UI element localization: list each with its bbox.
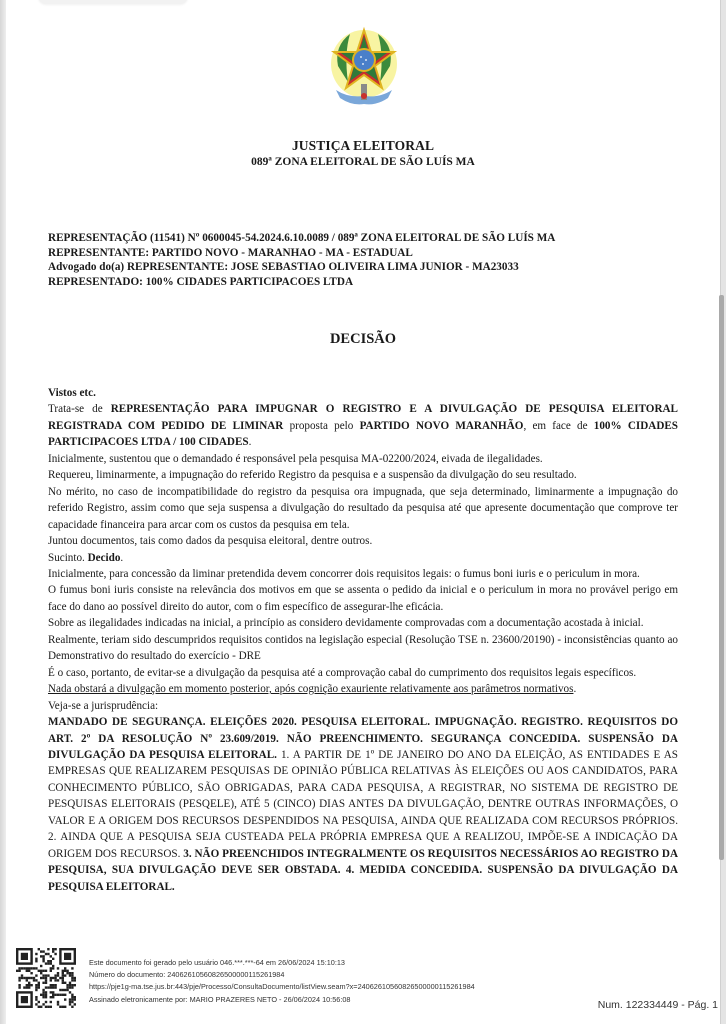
process-number: REPRESENTAÇÃO (11541) Nº 0600045-54.2024.6.10.0089 / 089ª ZONA ELEITORAL DE SÃO LUÍS MA: [48, 232, 556, 244]
representado: REPRESENTADO: 100% CIDADES PARTICIPACOES LTDA: [48, 275, 354, 288]
document-url[interactable]: https://pje1g-ma.tse.jus.br:443/pje/Processo/ConsultaDocumento/listView.seam?x=24062610560826500000115261984: [89, 982, 475, 992]
scrollbar-thumb[interactable]: [719, 295, 724, 860]
qr-code-icon[interactable]: [16, 948, 76, 1008]
brazil-coat-of-arms-icon: [328, 26, 400, 110]
decision-body: [48, 385, 678, 895]
paragraph-8: O fumus boni iuris consiste na relevância dos motivos em que se assenta o pedido da inicial e o periculum in mora no provável perigo em face do dano ao possível direito do autor, com o fim específico de assegurar-lhe eficácia.: [48, 584, 678, 613]
institution-title: JUSTIÇA ELEITORAL: [291, 138, 435, 153]
signed-by: Assinado eletronicamente por: MARIO PRAZERES NETO - 26/06/2024 10:56:08: [89, 994, 351, 1004]
footer-info: [89, 957, 649, 1006]
paragraph-vistos: Vistos etc.: [48, 387, 96, 399]
paragraph-decido: Sucinto. Decido.: [48, 551, 124, 564]
advogado: Advogado do(a) REPRESENTANTE: JOSE SEBASTIAO OLIVEIRA LIMA JUNIOR - MA23033: [48, 261, 519, 273]
generated-by: Este documento foi gerado pelo usuário 046.***.***-64 em 26/06/2024 15:10:13: [89, 958, 345, 967]
paragraph-intro: Trata-se de REPRESENTAÇÃO PARA IMPUGNAR O REGISTRO E A DIVULGAÇÃO DE PESQUISA ELEITORAL REGISTRADA COM PEDIDO DE LIMINAR proposta pelo PARTIDO NOVO MARANHÃO, em face de 100% CIDADES PARTICIPACOES LTDA / 100 CIDADES.: [48, 403, 678, 449]
document-footer: [0, 935, 718, 1024]
paragraph-2: Inicialmente, sustentou que o demandado é responsável pela pesquisa MA-02200/2024, eivada de ilegalidades.: [48, 452, 543, 465]
paragraph-5: Juntou documentos, tais como dados da pesquisa eleitoral, dentre outros.: [48, 535, 373, 548]
paragraph-3: Requereu, liminarmente, a impugnação do referido Registro da pesquisa e a suspensão da divulgação do seu resultado.: [48, 469, 577, 482]
paragraph-9: Sobre as ilegalidades indicadas na inicial, a princípio as considero devidamente comprovadas com a documentação acostada à inicial.: [48, 617, 644, 630]
page-number: Num. 122334449 - Pág. 1: [597, 999, 718, 1011]
electoral-zone: 089ª ZONA ELEITORAL DE SÃO LUÍS MA: [251, 156, 475, 168]
paragraph-4: No mérito, no caso de incompatibilidade do registro da pesquisa ora impugnada, que seja determinado, liminarmente a impugnação do referido Registro, assim como que seja suspensa a divulgação do resultado da pesquisa até que apresente documentação que comprove ter capacidade financeira para arcar com os custos da pesquisa em tela.: [48, 485, 678, 531]
document-number: Número do documento: 24062610560826500000115261984: [89, 970, 285, 980]
paragraph-13: Veja-se a jurisprudência:: [48, 699, 159, 712]
paragraph-12: Nada obstará a divulgação em momento posterior, após cognição exauriente relativamente aos parâmetros normativos.: [48, 683, 577, 696]
case-metadata: [48, 231, 688, 289]
paragraph-11: É o caso, portanto, de evitar-se a divulgação da pesquisa até a comprovação cabal do cumprimento dos requisitos legais específicos.: [48, 666, 637, 679]
paragraph-7: Inicialmente, para concessão da liminar pretendida devem concorrer dois requisitos legais: o fumus boni iuris e o periculum in mora.: [48, 567, 640, 580]
paragraph-10: Realmente, teriam sido descumpridos requisitos contidos na legislação especial (Resolução TSE n. 23600/20190) - inconsistências quanto ao Demonstrativo do resultado do exercício - DRE: [48, 633, 678, 663]
representante: REPRESENTANTE: PARTIDO NOVO - MARANHAO - MA - ESTADUAL: [48, 246, 413, 259]
document-title: DECISÃO: [329, 331, 397, 347]
jurisprudence: MANDADO DE SEGURANÇA. ELEIÇÕES 2020. PESQUISA ELEITORAL. IMPUGNAÇÃO. REGISTRO. REQUISITOS DO ART. 2º DA RESOLUÇÃO Nº 23.609/2019. NÃO PREENCHIMENTO. SEGURANÇA CONCEDIDA. SUSPENSÃO DA DIVULGAÇÃO DA PESQUISA ELEITORAL. 1. A PARTIR DE 1º DE JANEIRO DO ANO DA ELEIÇÃO, AS ENTIDADES E AS EMPRESAS QUE REALIZAREM PESQUISAS DE OPINIÃO PÚBLICA RELATIVAS ÀS ELEIÇÕES OU AOS CANDIDATOS, PARA CONHECIMENTO PÚBLICO, SÃO OBRIGADAS, PARA CADA PESQUISA, A REGISTRAR, NO SISTEMA DE REGISTRO DE PESQUISAS ELEITORAIS (PESQELE), ATÉ 5 (CINCO) DIAS ANTES DA DIVULGAÇÃO, DENTRE OUTRAS INFORMAÇÕES, O VALOR E A ORIGEM DOS RECURSOS DESPENDIDOS NA PESQUISA, AINDA QUE REALIZADA COM RECURSOS PRÓPRIOS. 2. AINDA QUE A PESQUISA SEJA CUSTEADA PELA PRÓPRIA EMPRESA QUE A REALIZOU, IMPÕE-SE A INDICAÇÃO DA ORIGEM DOS RECURSOS. 3. NÃO PREENCHIDOS INTEGRALMENTE OS REQUISITOS NECESSÁRIOS AO REGISTRO DA PESQUISA, SUA DIVULGAÇÃO DEVE SER OBSTADA. 4. MEDIDA CONCEDIDA. SUSPENSÃO DA DIVULGAÇÃO DA PESQUISA ELEITORAL.: [48, 716, 679, 893]
